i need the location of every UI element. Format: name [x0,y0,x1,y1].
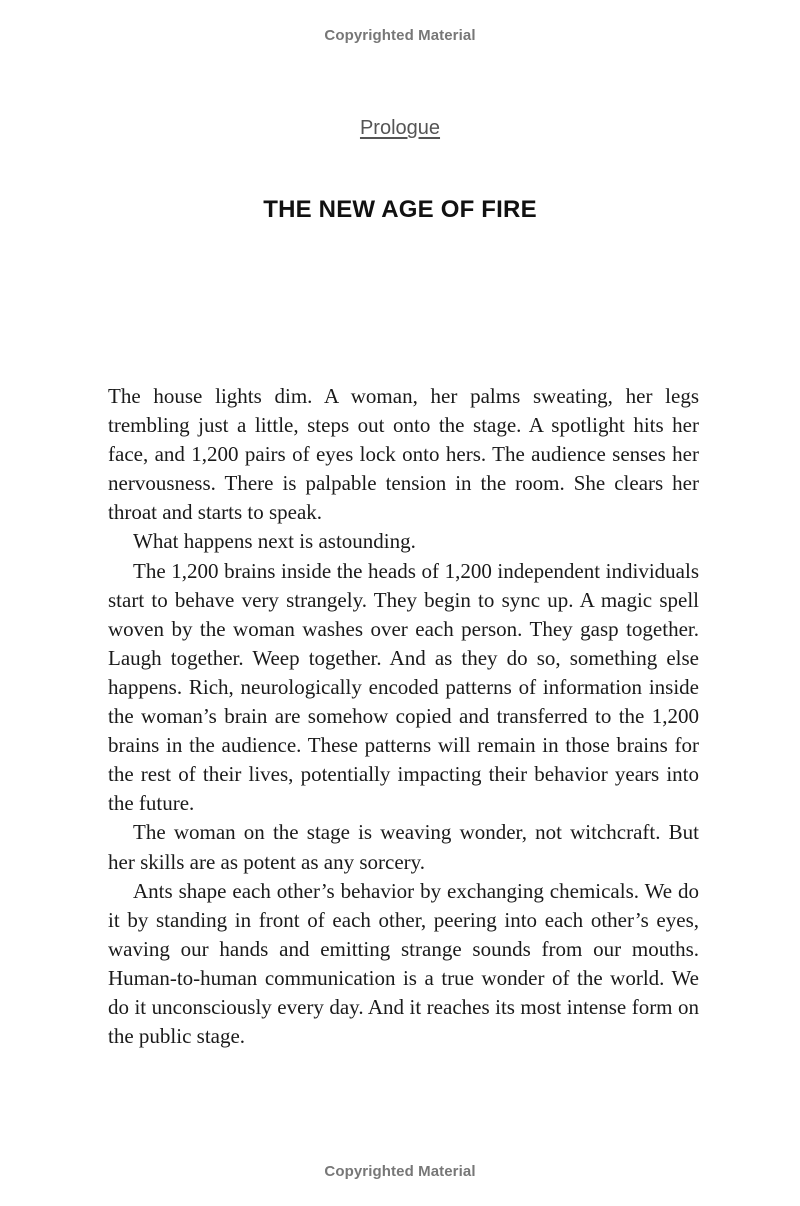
copyright-header: Copyrighted Material [324,27,476,44]
paragraph: The house lights dim. A woman, her palms sweating, her legs trembling just a little, steps out onto the stage. A spotlight hits her face, and 1,200 pairs of eyes lock onto hers. The audience senses her nervousness. There is palpable tension in the room. She clears her throat and starts to speak. [108,384,699,525]
chapter-label: Prologue [359,117,441,139]
copyright-footer: Copyrighted Material [324,1163,476,1180]
chapter-title: THE NEW AGE OF FIRE [263,196,537,223]
body-text [108,382,699,1051]
paragraph: The woman on the stage is weaving wonder, not witchcraft. But her skills are as potent as any sorcery. [108,820,699,874]
paragraph: What happens next is astounding. [133,529,416,554]
paragraph: Ants shape each other’s behavior by exchanging chemicals. We do it by standing in front of each other, peering into each other’s eyes, waving our hands and emitting strange sounds from our mouths. Human-to-human communication is a true wonder of the world. We do it unconsciously every day. And it reaches its most intense form on the public stage. [108,878,699,1049]
paragraph: The 1,200 brains inside the heads of 1,200 independent individuals start to behave very strangely. They begin to sync up. A magic spell woven by the woman washes over each person. They gasp together. Laugh together. Weep together. And as they do so, something else happens. Rich, neurologically encoded patterns of information inside the woman’s brain are somehow copied and transferred to the 1,200 brains in the audience. These patterns will remain in those brains for the rest of their lives, potentially impacting their behavior years into the future. [108,558,699,816]
